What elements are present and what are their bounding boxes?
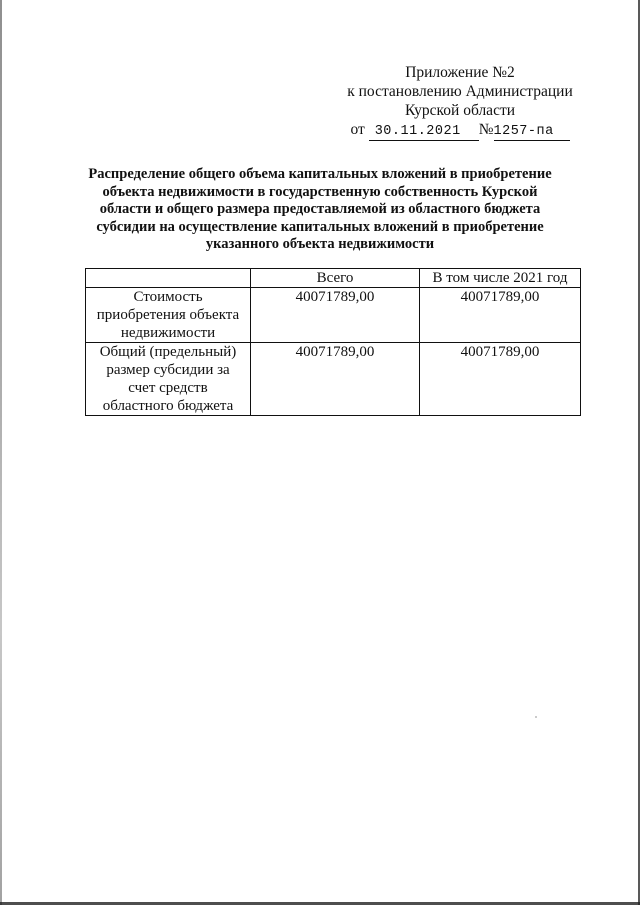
scan-edge-left (0, 0, 2, 905)
value-total-subsidy: 40071789,00 (251, 343, 420, 416)
appendix-title: Приложение №2 (405, 64, 515, 81)
scan-speck (535, 716, 537, 718)
heading-line: Распределение общего объема капитальных вложений в приобретение (88, 166, 552, 182)
row-label-line: счет средств (128, 380, 208, 396)
number-prefix: № (478, 121, 494, 138)
table-row (86, 343, 581, 416)
table-header-row (86, 269, 581, 288)
row-label-line: областного бюджета (102, 398, 234, 414)
row-label-line: недвижимости (120, 325, 216, 341)
value-2021-cost: 40071789,00 (420, 288, 581, 343)
row-label-line: Общий (предельный) (99, 344, 237, 360)
value-2021-subsidy: 40071789,00 (420, 343, 581, 416)
row-label-subsidy (86, 343, 251, 416)
resolution-date: 30.11.2021 (369, 124, 479, 141)
row-label-cost (86, 288, 251, 343)
table-header-year-2021: В том числе 2021 год (420, 269, 581, 288)
heading-line: указанного объекта недвижимости (205, 236, 435, 252)
row-label-line: Стоимость (133, 289, 203, 305)
table-header-total: Всего (251, 269, 420, 288)
heading-line: области и общего размера предоставляемой из областного бюджета (99, 201, 541, 217)
appendix-region: Курской области (404, 102, 516, 119)
table-row (86, 288, 581, 343)
appendix-date-line (330, 120, 590, 141)
row-label-line: приобретения объекта (96, 307, 240, 323)
row-label-line: размер субсидии за (106, 362, 230, 378)
table-header-cell-empty (86, 269, 251, 288)
value-total-cost: 40071789,00 (251, 288, 420, 343)
appendix-block (330, 63, 590, 141)
date-prefix: от (350, 121, 365, 138)
appendix-resolution-ref: к постановлению Администрации (347, 83, 573, 100)
document-heading (70, 166, 570, 254)
resolution-number: 1257-па (494, 124, 570, 141)
heading-line: объекта недвижимости в государственную собственность Курской (102, 183, 538, 200)
heading-line: субсидии на осуществление капитальных вложений в приобретение (96, 218, 544, 235)
distribution-table (85, 268, 581, 416)
